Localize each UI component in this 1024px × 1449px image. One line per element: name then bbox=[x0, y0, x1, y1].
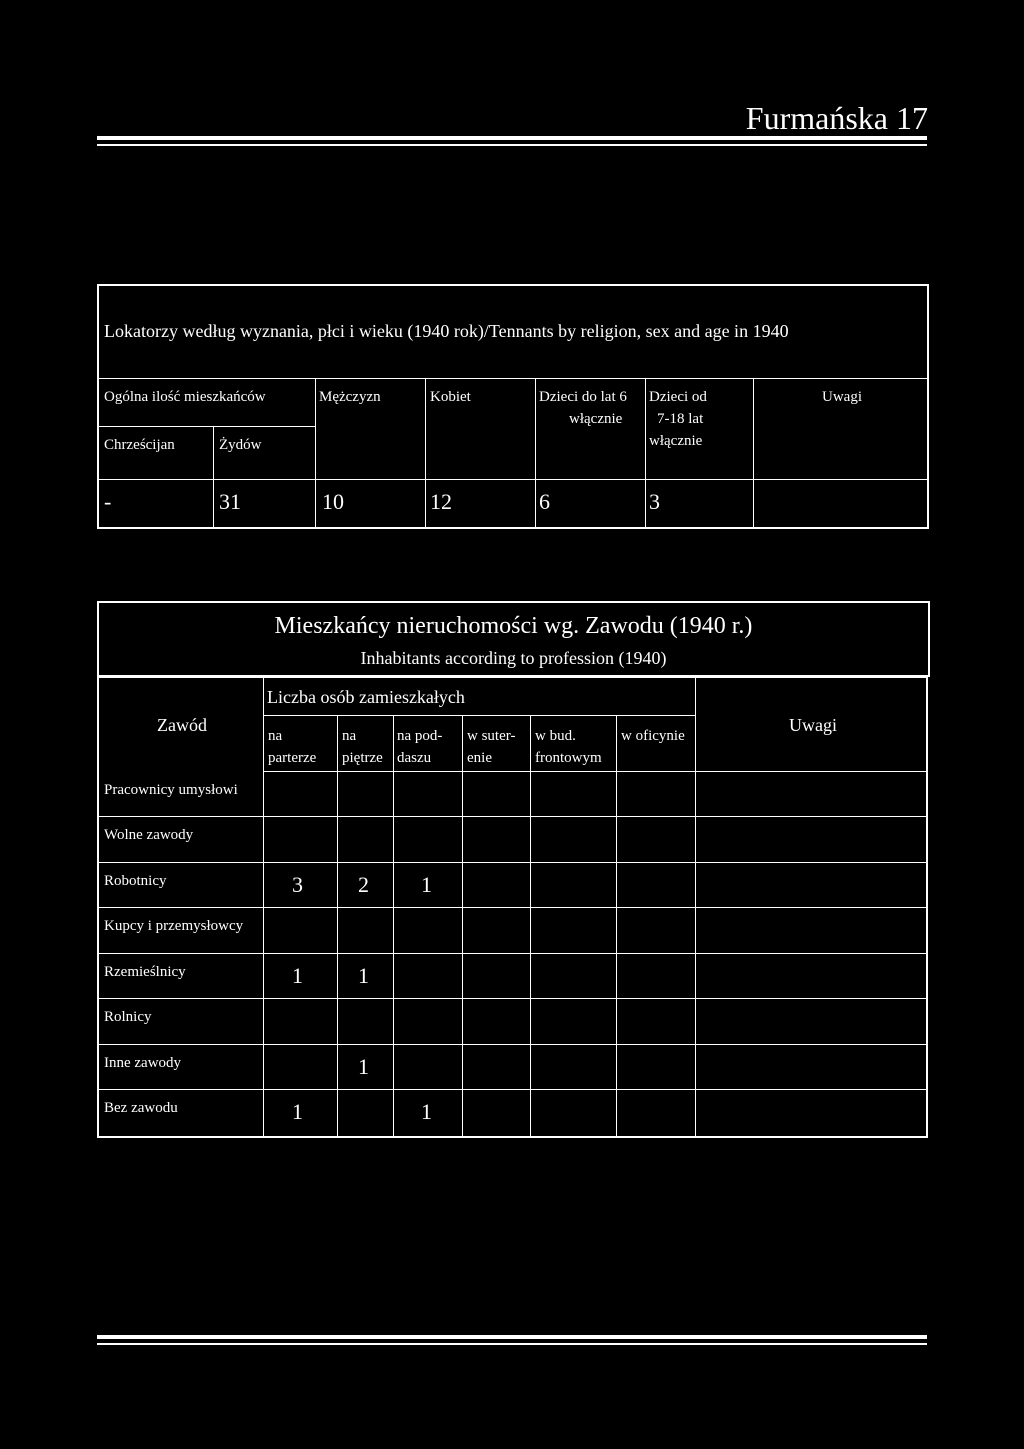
profession-table-title: Mieszkańcy nieruchomości wg. Zawodu (1940 r.) bbox=[274, 613, 753, 639]
footer-rule bbox=[97, 1335, 927, 1339]
subcol-ground-floor-line1: na bbox=[268, 728, 283, 744]
header-children-7-18-line2: 7-18 lat bbox=[657, 411, 704, 427]
header-women: Kobiet bbox=[430, 389, 471, 405]
cell-value: 1 bbox=[358, 963, 369, 988]
row-label: Inne zawody bbox=[104, 1055, 182, 1071]
row-label: Robotnicy bbox=[104, 873, 167, 889]
header-rule bbox=[97, 136, 927, 140]
row-label: Bez zawodu bbox=[104, 1100, 178, 1116]
cell-value: 1 bbox=[421, 1099, 432, 1124]
row-label: Rolnicy bbox=[104, 1009, 152, 1025]
subcol-ground-floor-line2: parterze bbox=[268, 750, 317, 766]
value-jews: 31 bbox=[219, 489, 241, 514]
header-notes: Uwagi bbox=[789, 715, 837, 735]
value-children-0-6: 6 bbox=[539, 489, 550, 514]
value-men: 10 bbox=[322, 489, 344, 514]
row-label: Kupcy i przemysłowcy bbox=[104, 918, 244, 934]
header-notes: Uwagi bbox=[822, 389, 862, 405]
row-label: Pracownicy umysłowi bbox=[104, 782, 238, 798]
header-children-7-18-line1: Dzieci od bbox=[649, 389, 707, 405]
header-jews: Żydów bbox=[219, 437, 262, 453]
cell-value: 1 bbox=[292, 1099, 303, 1124]
subcol-upper-floor-line1: na bbox=[342, 728, 357, 744]
header-men: Mężczyzn bbox=[319, 389, 381, 405]
value-christians: - bbox=[104, 489, 112, 514]
subcol-front-building-line2: frontowym bbox=[535, 750, 602, 766]
cell-value: 1 bbox=[421, 872, 432, 897]
value-children-7-18: 3 bbox=[649, 489, 660, 514]
profession-table bbox=[97, 676, 928, 1138]
header-christians: Chrześcijan bbox=[104, 437, 175, 453]
subcol-front-building-line1: w bud. bbox=[535, 728, 576, 744]
subcol-basement-line2: enie bbox=[467, 750, 492, 766]
cell-value: 2 bbox=[358, 872, 369, 897]
subcol-basement-line1: w suter- bbox=[467, 728, 516, 744]
header-children-0-6-line1: Dzieci do lat 6 bbox=[539, 389, 627, 405]
header-rule-thin bbox=[97, 144, 927, 146]
subcol-upper-floor-line2: piętrze bbox=[342, 750, 383, 766]
residents-table bbox=[97, 284, 929, 529]
residents-table-title: Lokatorzy według wyznania, płci i wieku (1940 rok)/Tennants by religion, sex and age in 1940 bbox=[104, 321, 789, 341]
profession-title-box bbox=[97, 601, 930, 677]
header-profession: Zawód bbox=[157, 715, 207, 735]
header-children-7-18-line3: włącznie bbox=[649, 433, 703, 449]
page-title: Furmańska 17 bbox=[745, 100, 928, 136]
header-total: Ogólna ilość mieszkańców bbox=[104, 389, 266, 405]
subcol-attic-line2: daszu bbox=[397, 750, 432, 766]
header-children-0-6-line2: włącznie bbox=[569, 411, 623, 427]
value-women: 12 bbox=[430, 489, 452, 514]
row-label: Wolne zawody bbox=[104, 827, 194, 843]
cell-value: 3 bbox=[292, 872, 303, 897]
subcol-attic-line1: na pod- bbox=[397, 728, 443, 744]
row-label: Rzemieślnicy bbox=[104, 964, 186, 980]
footer-rule-thin bbox=[97, 1343, 927, 1345]
subcol-annex-line1: w oficynie bbox=[621, 728, 685, 744]
cell-value: 1 bbox=[292, 963, 303, 988]
header-resident-count: Liczba osób zamieszkałych bbox=[267, 687, 465, 707]
cell-value: 1 bbox=[358, 1054, 369, 1079]
profession-table-subtitle: Inhabitants according to profession (1940) bbox=[360, 648, 667, 668]
